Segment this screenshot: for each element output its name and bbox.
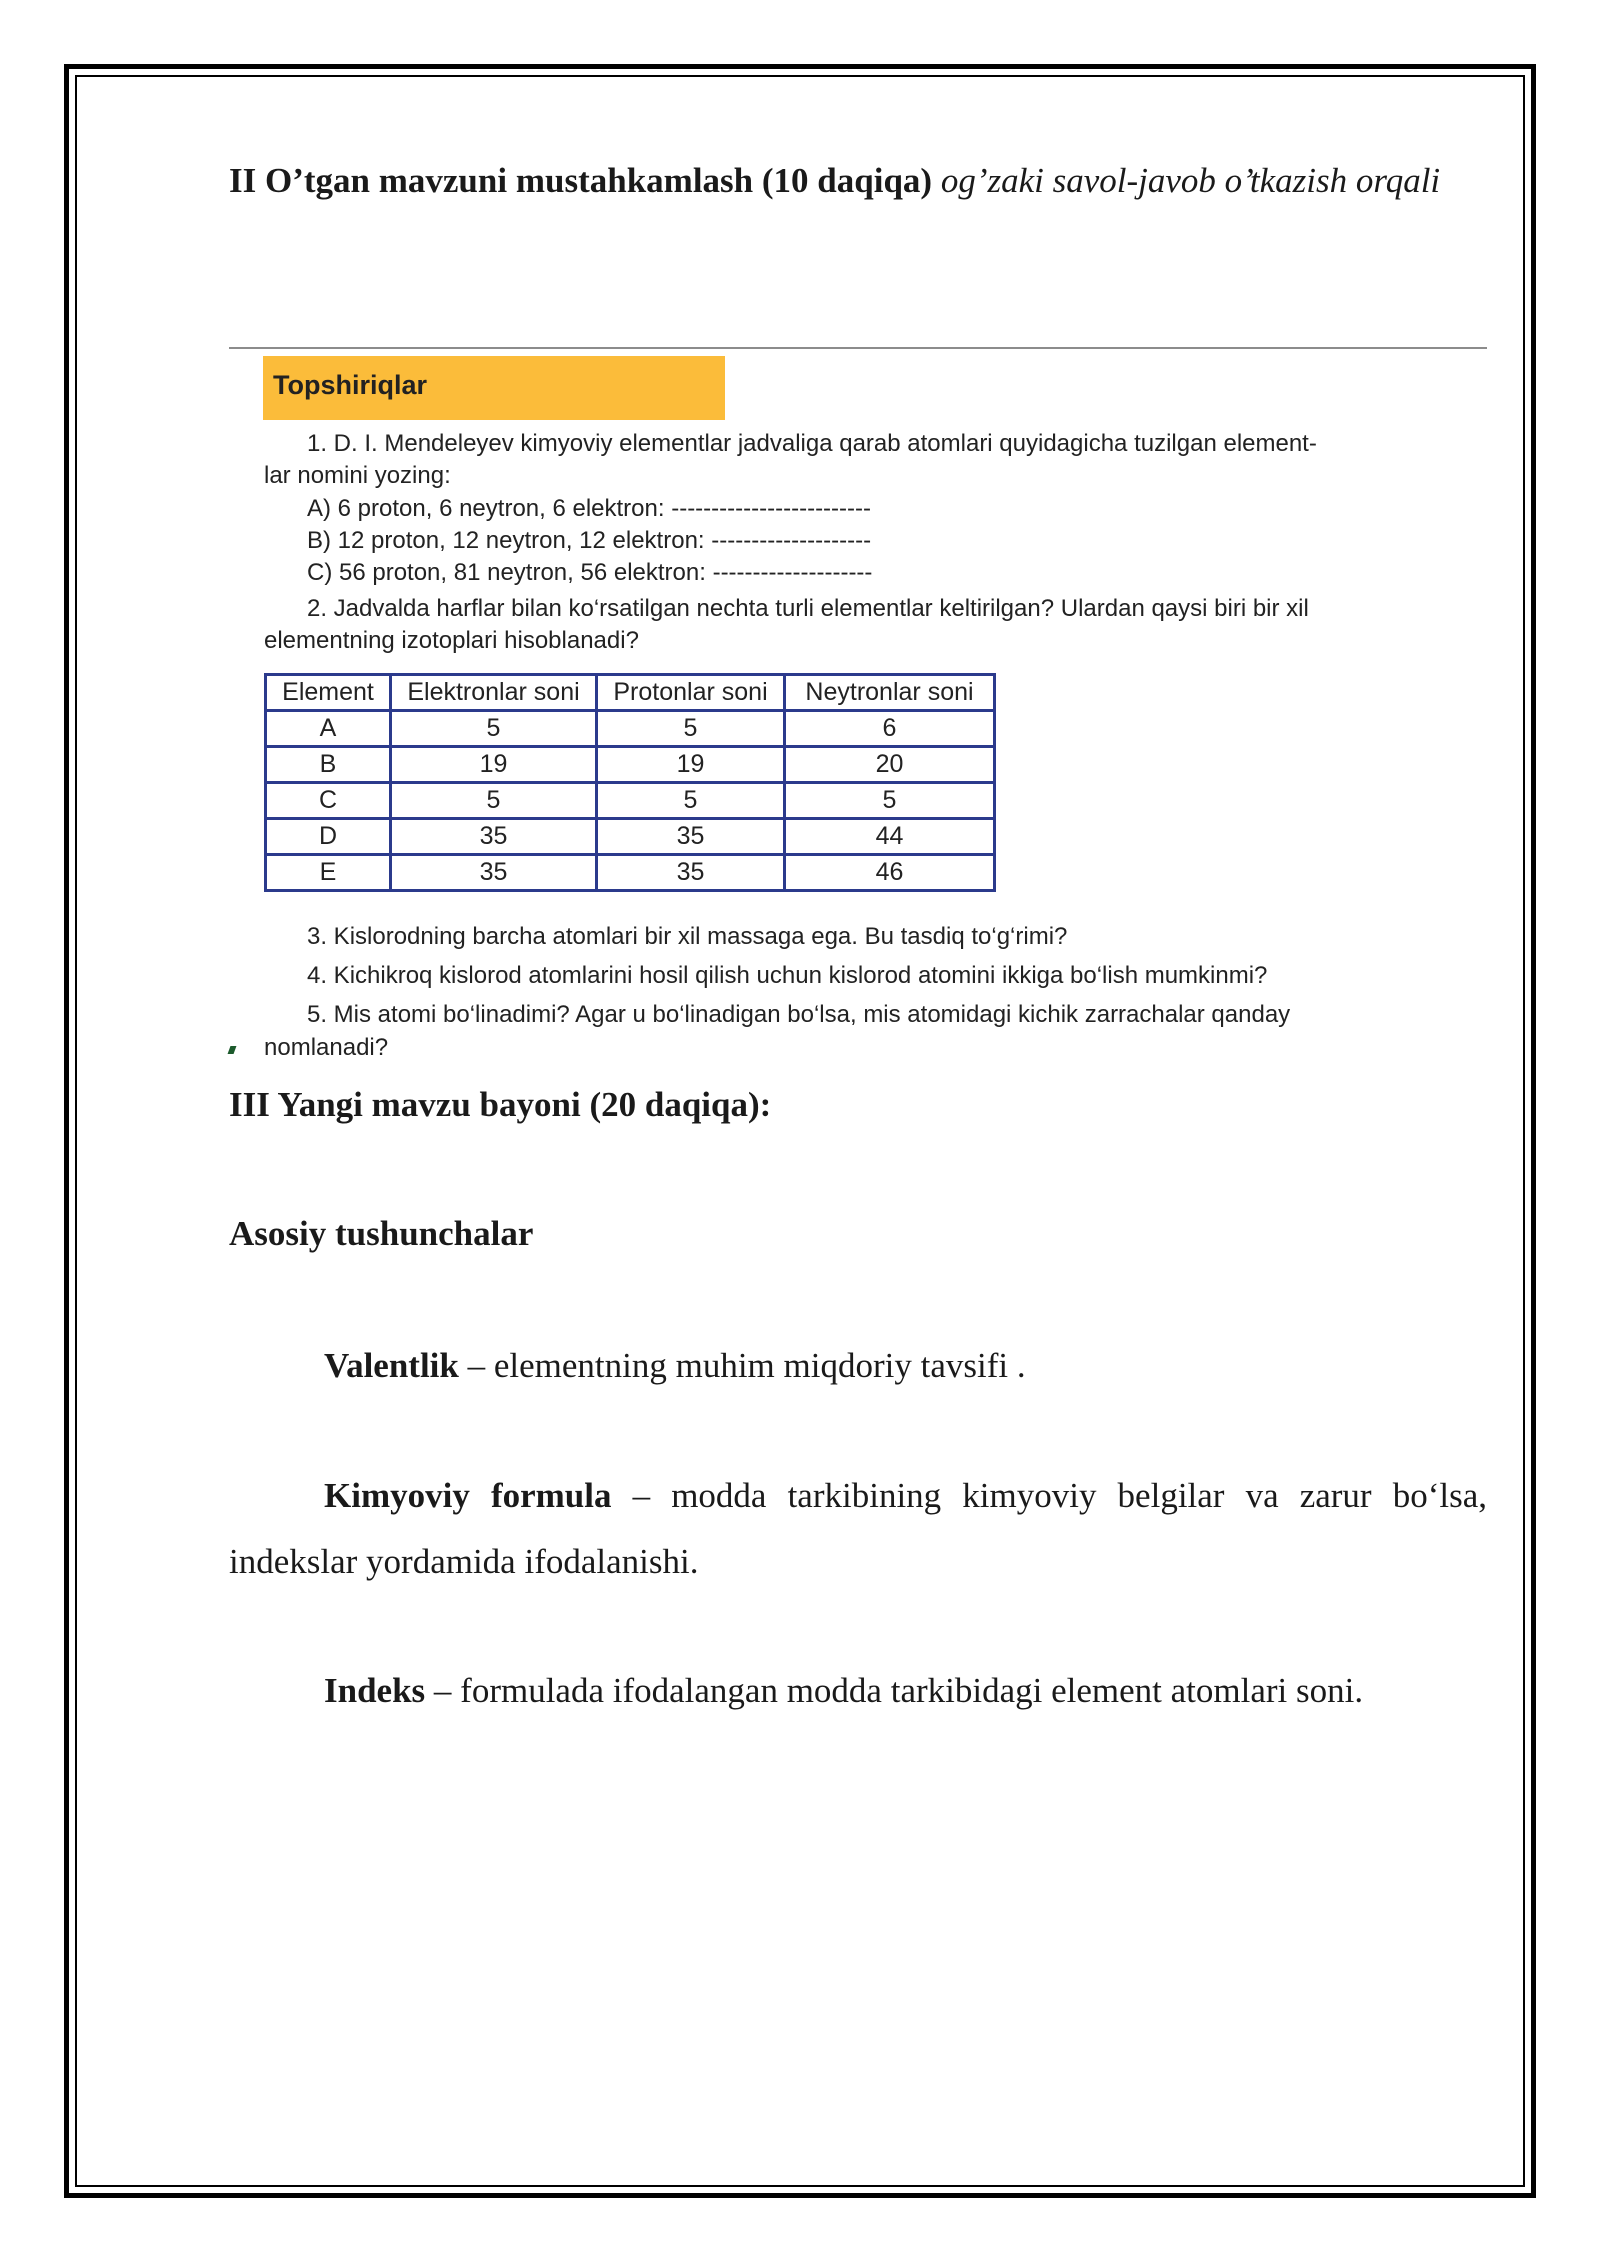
table-header-cell: Element bbox=[266, 675, 391, 711]
task-1-option-a: A) 6 proton, 6 neytron, 6 elektron: ------------------------- bbox=[307, 495, 872, 522]
task-4: 4. Kichikroq kislorod atomlarini hosil qilish uchun kislorod atomini ikkiga bo‘lish mumkinmi? bbox=[307, 962, 1268, 989]
table-row bbox=[266, 855, 995, 891]
table-cell: 5 bbox=[597, 711, 785, 747]
table-cell: 5 bbox=[785, 783, 995, 819]
table-cell: 20 bbox=[785, 747, 995, 783]
table-header-cell: Protonlar soni bbox=[597, 675, 785, 711]
tasks-figure bbox=[229, 349, 1487, 1069]
table-row bbox=[266, 783, 995, 819]
task-3: 3. Kislorodning barcha atomlari bir xil massaga ega. Bu tasdiq to‘g‘rimi? bbox=[307, 923, 1068, 950]
table-cell: 35 bbox=[597, 819, 785, 855]
table-cell: D bbox=[266, 819, 391, 855]
key-concepts-title: Asosiy tushunchalar bbox=[229, 1214, 534, 1253]
table-row bbox=[266, 711, 995, 747]
task-5-line-1: 5. Mis atomi bo‘linadimi? Agar u bo‘linadigan bo‘lsa, mis atomidagi kichik zarrachalar qanday bbox=[307, 1001, 1291, 1028]
definition-kimyoviy-formula bbox=[229, 1463, 1487, 1595]
task-1-line-1: 1. D. I. Mendeleyev kimyoviy elementlar jadvaliga qarab atomlari quyidagicha tuzilgan element- bbox=[307, 430, 1317, 457]
table-header-cell: Neytronlar soni bbox=[785, 675, 995, 711]
table-cell: 46 bbox=[785, 855, 995, 891]
section-3-title: III Yangi mavzu bayoni (20 daqiqa): bbox=[229, 1085, 772, 1124]
table-cell: 35 bbox=[391, 819, 597, 855]
definition-term: Kimyoviy formula bbox=[324, 1476, 612, 1515]
table-header-cell: Elektronlar soni bbox=[391, 675, 597, 711]
table-cell: A bbox=[266, 711, 391, 747]
table-cell: 5 bbox=[391, 783, 597, 819]
table-row bbox=[266, 819, 995, 855]
section-2-heading bbox=[229, 148, 1489, 214]
definition-text: – formulada ifodalangan modda tarkibidagi element atomlari soni. bbox=[425, 1671, 1364, 1710]
definition-text: – elementning muhim miqdoriy tavsifi . bbox=[458, 1346, 1026, 1385]
table-cell: 44 bbox=[785, 819, 995, 855]
table-cell: C bbox=[266, 783, 391, 819]
definition-text: – modda tarkibining kimyoviy belgilar va zarur bo‘lsa, indekslar yordamida ifodalanishi. bbox=[229, 1476, 1487, 1581]
table-cell: 6 bbox=[785, 711, 995, 747]
task-1-option-c: C) 56 proton, 81 neytron, 56 elektron: -------------------- bbox=[307, 559, 873, 586]
task-2-line-1: 2. Jadvalda harflar bilan ko‘rsatilgan nechta turli elementlar keltirilgan? Ulardan qaysi biri bir xil bbox=[307, 595, 1309, 622]
section-2-method: og’zaki savol-javob o’tkazish orqali bbox=[940, 161, 1441, 200]
table-cell: 5 bbox=[391, 711, 597, 747]
task-1-option-b: B) 12 proton, 12 neytron, 12 elektron: -------------------- bbox=[307, 527, 872, 554]
table-cell: 19 bbox=[391, 747, 597, 783]
task-1-line-2: lar nomini yozing: bbox=[264, 462, 451, 489]
elements-table bbox=[264, 673, 996, 892]
table-header-row bbox=[266, 675, 995, 711]
table-cell: 19 bbox=[597, 747, 785, 783]
table-cell: 5 bbox=[597, 783, 785, 819]
section-2-title: II O’tgan mavzuni mustahkamlash (10 daqiqa) bbox=[229, 161, 933, 200]
table-cell: B bbox=[266, 747, 391, 783]
task-5-line-2: nomlanadi? bbox=[264, 1034, 389, 1061]
table-cell: E bbox=[266, 855, 391, 891]
table-row bbox=[266, 747, 995, 783]
table-cell: 35 bbox=[391, 855, 597, 891]
tasks-banner: Topshiriqlar bbox=[263, 356, 725, 420]
definition-term: Indeks bbox=[324, 1671, 426, 1710]
definition-term: Valentlik bbox=[324, 1346, 459, 1385]
definition-indeks bbox=[229, 1658, 1487, 1724]
definition-valentlik bbox=[229, 1333, 1487, 1399]
table-cell: 35 bbox=[597, 855, 785, 891]
task-2-line-2: elementning izotoplari hisoblanadi? bbox=[264, 627, 639, 654]
